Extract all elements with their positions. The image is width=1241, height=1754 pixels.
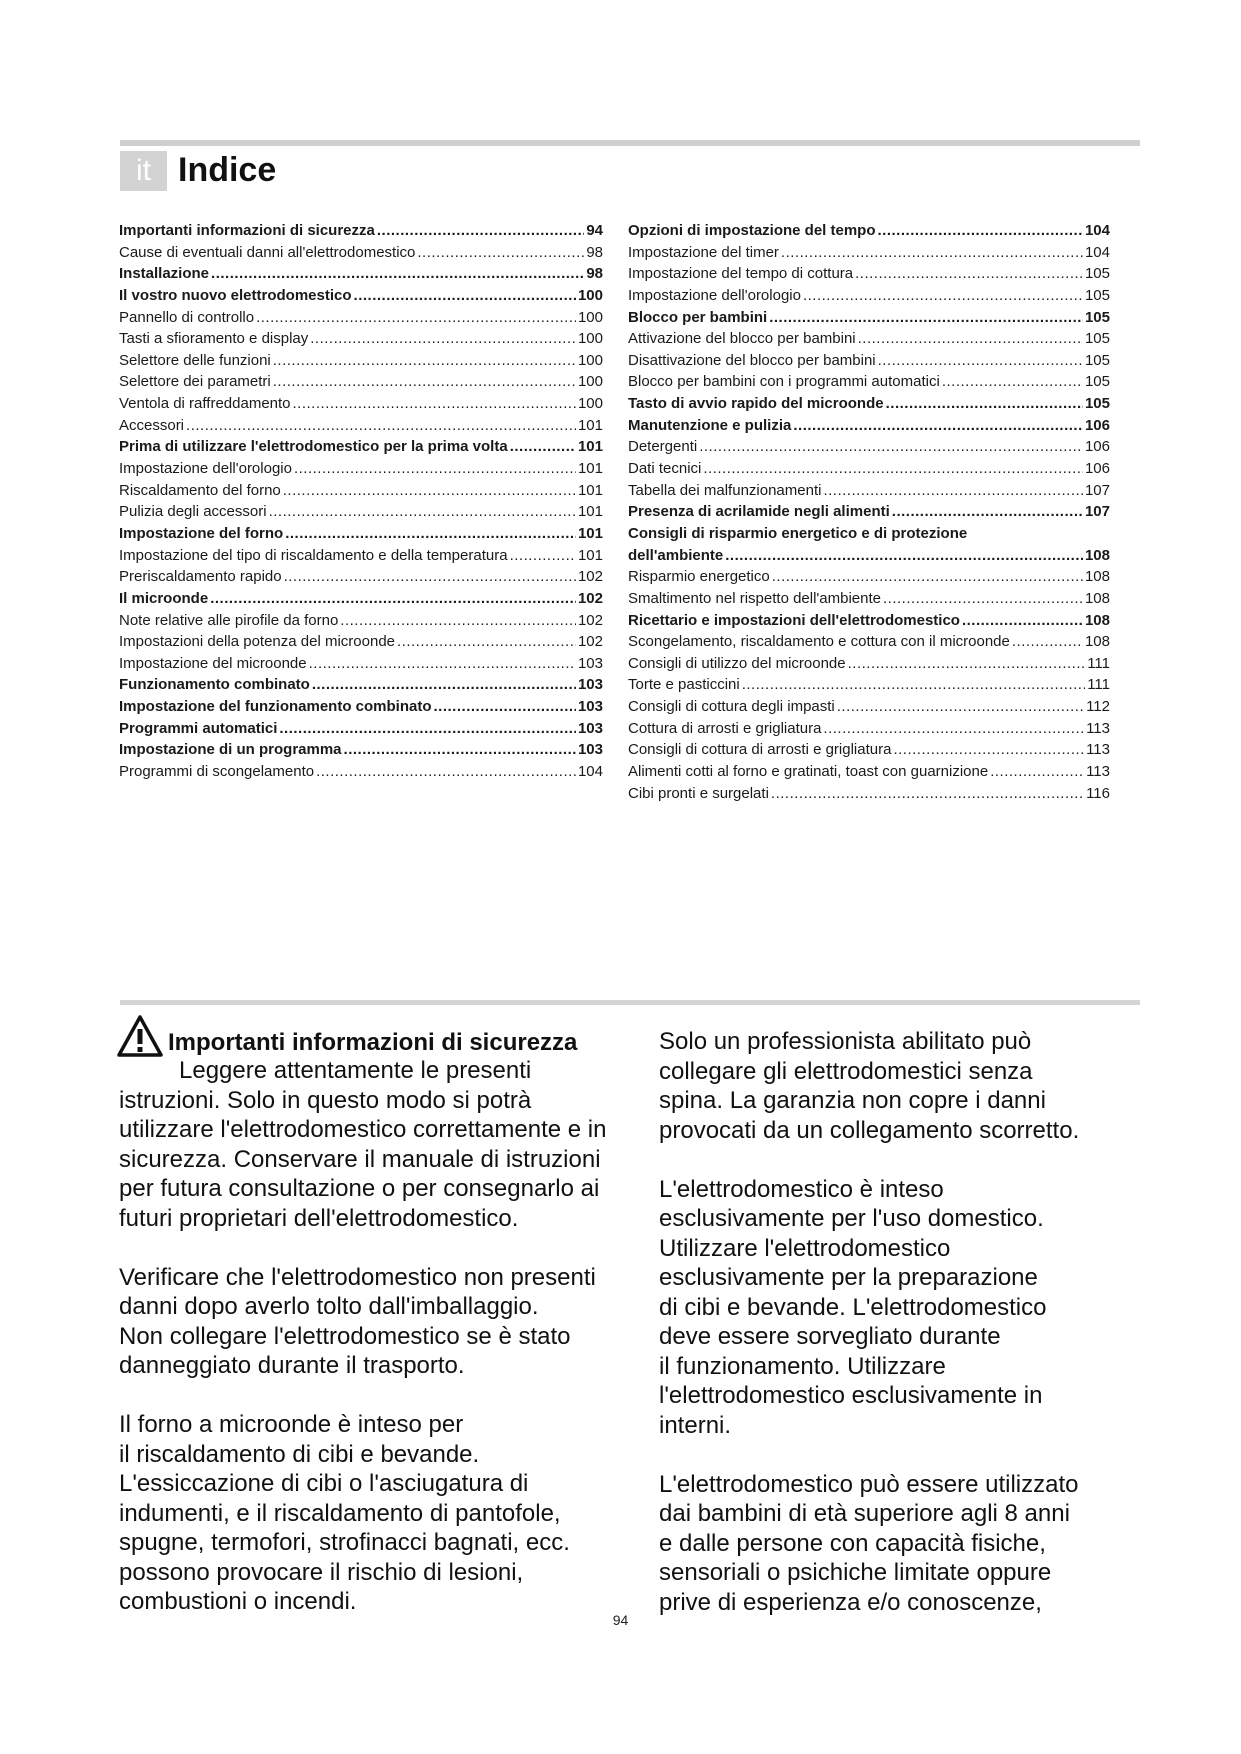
toc-entry-page: 103	[577, 719, 603, 737]
toc-entry	[119, 285, 603, 307]
toc-dot-leader	[848, 653, 1086, 675]
toc-entry-title: Installazione	[119, 265, 210, 283]
toc-entry	[628, 783, 1110, 805]
toc-entry-page: 104	[577, 763, 603, 781]
toc-entry	[628, 350, 1110, 372]
toc-dot-leader	[293, 393, 576, 415]
toc-dot-leader	[417, 242, 584, 264]
toc-entry-page: 108	[1084, 568, 1110, 586]
toc-entry	[628, 523, 1110, 545]
safety-left-column	[119, 1056, 639, 1646]
toc-entry-title: Impostazione del tipo di riscaldamento e della temperatura	[119, 546, 508, 564]
toc-entry-title: Preriscaldamento rapido	[119, 568, 282, 586]
toc-entry-page: 100	[577, 330, 603, 348]
toc-entry-title: Blocco per bambini con i programmi automatici	[628, 373, 940, 391]
toc-entry-page: 105	[1084, 330, 1110, 348]
toc-dot-leader	[273, 371, 576, 393]
toc-dot-leader	[742, 674, 1085, 696]
toc-dot-leader	[310, 328, 576, 350]
toc-entry-title: Programmi automatici	[119, 719, 278, 737]
toc-entry-title: Presenza di acrilamide negli alimenti	[628, 503, 890, 521]
toc-entry-page: 101	[577, 524, 603, 542]
toc-entry-page: 104	[1084, 222, 1110, 239]
toc-entry-title: Impostazione dell'orologio	[119, 460, 292, 478]
toc-dot-leader	[781, 242, 1083, 264]
toc-entry-page: 105	[1084, 373, 1110, 391]
toc-entry	[119, 242, 603, 264]
toc-entry-title: Cibi pronti e surgelati	[628, 784, 769, 802]
toc-entry	[628, 588, 1110, 610]
toc-entry-title: Cause di eventuali danni all'elettrodomestico	[119, 243, 416, 261]
toc-dot-leader	[510, 545, 576, 567]
toc-entry-page: 113	[1086, 741, 1110, 759]
toc-entry-title: Funzionamento combinato	[119, 676, 310, 694]
toc-entry-title: Impostazione del tempo di cottura	[628, 265, 854, 283]
toc-dot-leader	[316, 761, 576, 783]
toc-entry	[119, 328, 603, 350]
toc-entry-page: 102	[577, 568, 603, 586]
toc-entry	[628, 545, 1110, 567]
toc-entry-page: 100	[577, 373, 603, 391]
toc-entry-page: 113	[1086, 719, 1110, 737]
toc-entry-title: Riscaldamento del forno	[119, 481, 281, 499]
toc-dot-leader	[186, 415, 576, 437]
toc-entry-page: 111	[1087, 654, 1110, 672]
toc-dot-leader	[962, 610, 1083, 632]
toc-entry-title: Impostazioni della potenza del microonde	[119, 633, 395, 651]
toc-dot-leader	[397, 631, 576, 653]
toc-entry-page: 101	[577, 546, 603, 564]
toc-entry-title: Tabella dei malfunzionamenti	[628, 481, 822, 499]
toc-entry-page: 100	[577, 395, 603, 413]
toc-dot-leader	[837, 696, 1084, 718]
toc-entry-page: 113	[1086, 763, 1110, 781]
toc-dot-leader	[273, 350, 576, 372]
toc-entry	[628, 610, 1110, 632]
toc-entry	[119, 674, 603, 696]
toc-entry-title: Consigli di utilizzo del microonde	[628, 654, 846, 672]
toc-entry	[119, 718, 603, 740]
toc-dot-leader	[893, 739, 1084, 761]
toc-entry-title: Consigli di cottura di arrosti e grigliatura	[628, 741, 892, 759]
safety-paragraph: Solo un professionista abilitato può collegare gli elettrodomestici senza spina. La garanzia non copre i danni provocati da un collegamento scorretto.	[659, 1028, 1080, 1144]
toc-entry-title: Opzioni di impostazione del tempo	[628, 222, 876, 239]
toc-entry-title: Cottura di arrosti e grigliatura	[628, 719, 822, 737]
toc-entry-title: Blocco per bambini	[628, 308, 768, 326]
toc-entry	[628, 566, 1110, 588]
toc-entry-title: Impostazione di un programma	[119, 741, 342, 759]
toc-entry-title: Disattivazione del blocco per bambini	[628, 351, 876, 369]
toc-dot-leader	[772, 566, 1083, 588]
toc-dot-leader	[771, 783, 1084, 805]
toc-entry-title: Detergenti	[628, 438, 698, 456]
toc-dot-leader	[344, 739, 576, 761]
toc-entry	[119, 588, 603, 610]
toc-entry	[628, 220, 1110, 242]
toc-dot-leader	[354, 285, 576, 307]
toc-entry-title: Tasto di avvio rapido del microonde	[628, 395, 884, 413]
toc-entry-page: 101	[577, 438, 603, 456]
toc-entry-title: Programmi di scongelamento	[119, 763, 315, 781]
toc-dot-leader	[942, 371, 1083, 393]
toc-dot-leader	[285, 523, 576, 545]
toc-entry-page: 98	[586, 265, 603, 283]
toc-dot-leader	[858, 328, 1083, 350]
toc-entry	[628, 761, 1110, 783]
toc-entry-page: 103	[577, 676, 603, 694]
toc-entry-page: 101	[577, 416, 603, 434]
toc-entry-title: Consigli di cottura degli impasti	[628, 698, 835, 716]
toc-dot-leader	[256, 307, 576, 329]
toc-dot-leader	[312, 674, 576, 696]
toc-entry	[119, 350, 603, 372]
safety-paragraph: Leggere attentamente le presenti istruzioni. Solo in questo modo si potrà utilizzare l'elettrodomestico correttamente e in sicurezza. Conservare il manuale di istruzioni per futura consultazione o per consegnarlo ai futuri proprietari dell'elettrodomestico.	[119, 1057, 607, 1232]
toc-entry-page: 108	[1084, 589, 1110, 607]
toc-entry-page: 107	[1084, 503, 1110, 521]
toc-dot-leader	[269, 501, 576, 523]
toc-entry-page: 100	[577, 351, 603, 369]
toc-entry-title: Ventola di raffreddamento	[119, 395, 291, 413]
toc-entry-title: Alimenti cotti al forno e gratinati, toast con guarnizione	[628, 763, 989, 781]
toc-entry-page: 102	[577, 611, 603, 629]
toc-entry-page: 103	[577, 741, 603, 759]
toc-entry-title: Impostazione dell'orologio	[628, 286, 801, 304]
toc-entry-page: 107	[1084, 481, 1110, 499]
toc-entry	[119, 653, 603, 675]
toc-dot-leader	[284, 566, 576, 588]
toc-entry-page: 98	[586, 243, 603, 261]
toc-entry-page: 100	[577, 286, 603, 304]
toc-dot-leader	[210, 588, 576, 610]
toc-entry-title: Selettore delle funzioni	[119, 351, 271, 369]
toc-entry-title: Tasti a sfioramento e display	[119, 330, 309, 348]
toc-entry-title: Il microonde	[119, 589, 209, 607]
toc-entry	[119, 307, 603, 329]
toc-dot-leader	[769, 307, 1083, 329]
toc-entry-page: 102	[577, 589, 603, 607]
safety-paragraph: Il forno a microonde è inteso per il riscaldamento di cibi e bevande. L'essiccazione di cibi o l'asciugatura di indumenti, e il riscaldamento di pantofole, spugne, termofori, strofinacci bagnati, ecc. possono provocare il rischio di lesioni, combustioni o incendi.	[119, 1411, 570, 1615]
toc-entry-page: 103	[577, 654, 603, 672]
page-number: 94	[612, 1612, 629, 1628]
toc-entry-title: Consigli di risparmio energetico e di protezione	[628, 524, 968, 542]
toc-entry-page: 102	[577, 633, 603, 651]
toc-entry	[119, 696, 603, 718]
toc-entry	[628, 480, 1110, 502]
toc-entry	[119, 436, 603, 458]
toc-dot-leader	[725, 545, 1083, 567]
toc-entry	[119, 501, 603, 523]
toc-entry	[119, 761, 603, 783]
toc-entry-page: 101	[577, 503, 603, 521]
warning-triangle-icon	[116, 1014, 164, 1058]
toc-entry-page: 111	[1087, 676, 1110, 694]
toc-entry	[628, 739, 1110, 761]
toc-entry-title: Attivazione del blocco per bambini	[628, 330, 856, 348]
safety-paragraph: Verificare che l'elettrodomestico non presenti danni dopo averlo tolto dall'imballaggio. Non collegare l'elettrodomestico se è stato danneggiato durante il trasporto.	[119, 1263, 596, 1379]
toc-dot-leader	[990, 761, 1084, 783]
toc-dot-leader	[878, 220, 1083, 242]
toc-dot-leader	[803, 285, 1083, 307]
toc-entry-page: 105	[1084, 308, 1110, 326]
toc-entry-title: Risparmio energetico	[628, 568, 770, 586]
toc-entry	[628, 328, 1110, 350]
toc-dot-leader	[211, 263, 584, 285]
toc-entry-title: Accessori	[119, 416, 185, 434]
toc-dot-leader	[434, 696, 576, 718]
toc-entry	[628, 653, 1110, 675]
toc-dot-leader	[878, 350, 1083, 372]
toc-dot-leader	[294, 458, 576, 480]
toc-entry	[628, 674, 1110, 696]
toc-entry-title: Selettore dei parametri	[119, 373, 271, 391]
toc-entry-page: 94	[586, 222, 603, 239]
toc-entry	[628, 501, 1110, 523]
toc-entry	[628, 285, 1110, 307]
safety-paragraph: L'elettrodomestico può essere utilizzato dai bambini di età superiore agli 8 anni e dalle persone con capacità fisiche, sensoriali o psichiche limitate oppure prive di esperienza e/o conoscenze,	[659, 1470, 1079, 1616]
toc-entry	[119, 415, 603, 437]
page-title: Indice	[178, 151, 277, 189]
toc-dot-leader	[510, 436, 576, 458]
toc-entry-page: 108	[1084, 611, 1110, 629]
toc-dot-leader	[892, 501, 1083, 523]
header-rule	[120, 140, 1140, 146]
toc-entry	[119, 739, 603, 761]
toc-entry-page: 100	[577, 308, 603, 326]
toc-entry-page: 103	[577, 698, 603, 716]
toc-dot-leader	[340, 610, 576, 632]
toc-entry	[628, 263, 1110, 285]
toc-entry-page: 106	[1084, 460, 1110, 478]
toc-entry-title: Impostazione del forno	[119, 524, 284, 542]
toc-dot-leader	[855, 263, 1083, 285]
toc-entry	[628, 696, 1110, 718]
toc-dot-leader	[823, 480, 1083, 502]
toc-entry	[628, 415, 1110, 437]
toc-entry-page: 106	[1084, 416, 1110, 434]
toc-entry-page: 106	[1084, 438, 1110, 456]
toc-left-column	[119, 220, 603, 783]
toc-entry	[119, 523, 603, 545]
toc-entry-page: 101	[577, 481, 603, 499]
toc-entry	[119, 631, 603, 653]
toc-entry	[628, 242, 1110, 264]
toc-dot-leader	[377, 220, 584, 242]
section-rule	[120, 1000, 1140, 1005]
language-badge: it	[120, 151, 167, 191]
toc-dot-leader	[699, 436, 1083, 458]
toc-dot-leader	[883, 588, 1083, 610]
toc-entry	[628, 307, 1110, 329]
toc-entry	[119, 371, 603, 393]
toc-entry-title: Torte e pasticcini	[628, 676, 740, 694]
toc-entry-page: 101	[577, 460, 603, 478]
toc-entry	[119, 458, 603, 480]
toc-entry-page: 116	[1086, 784, 1110, 802]
toc-entry-page: 105	[1084, 265, 1110, 283]
toc-entry-page: 105	[1084, 351, 1110, 369]
toc-dot-leader	[793, 415, 1083, 437]
toc-entry-page: 105	[1084, 286, 1110, 304]
toc-entry-title: Il vostro nuovo elettrodomestico	[119, 286, 352, 304]
toc-entry	[119, 610, 603, 632]
toc-entry-title: Dati tecnici	[628, 460, 702, 478]
toc-dot-leader	[283, 480, 576, 502]
toc-entry-title: Impostazione del microonde	[119, 654, 307, 672]
toc-entry	[119, 393, 603, 415]
toc-entry	[628, 458, 1110, 480]
toc-entry-title: Note relative alle pirofile da forno	[119, 611, 339, 629]
toc-entry-title: Impostazione del timer	[628, 243, 779, 261]
toc-entry	[119, 566, 603, 588]
toc-entry	[119, 545, 603, 567]
safety-heading: Importanti informazioni di sicurezza	[168, 1029, 578, 1056]
toc-entry	[119, 263, 603, 285]
toc-dot-leader	[886, 393, 1083, 415]
toc-entry-title: Scongelamento, riscaldamento e cottura con il microonde	[628, 633, 1010, 651]
toc-dot-leader	[279, 718, 576, 740]
toc-entry-page: 105	[1084, 395, 1110, 413]
toc-entry-title: Pulizia degli accessori	[119, 503, 267, 521]
toc-dot-leader	[703, 458, 1083, 480]
safety-paragraph: L'elettrodomestico è inteso esclusivamente per l'uso domestico. Utilizzare l'elettrodomestico esclusivamente per la preparazione di cibi e bevande. L'elettrodomestico deve essere sorvegliato durante il funzionamento. Utilizzare l'elettrodomestico esclusivamente in interni.	[659, 1175, 1047, 1439]
toc-dot-leader	[1012, 631, 1083, 653]
toc-entry-title: Importanti informazioni di sicurezza	[119, 222, 375, 239]
toc-entry-title: Impostazione del funzionamento combinato	[119, 698, 432, 716]
toc-entry-page: 108	[1084, 546, 1110, 564]
toc-entry	[628, 393, 1110, 415]
toc-entry-title: Pannello di controllo	[119, 308, 255, 326]
toc-entry	[628, 631, 1110, 653]
toc-entry	[119, 480, 603, 502]
toc-entry-title: Smaltimento nel rispetto dell'ambiente	[628, 589, 881, 607]
toc-entry	[119, 220, 603, 242]
toc-entry	[628, 371, 1110, 393]
toc-entry	[628, 436, 1110, 458]
safety-right-column	[659, 1027, 1129, 1647]
toc-entry-title: Prima di utilizzare l'elettrodomestico per la prima volta	[119, 438, 508, 456]
toc-right-column	[628, 220, 1110, 804]
toc-dot-leader	[823, 718, 1084, 740]
toc-entry-page: 112	[1086, 698, 1110, 716]
toc-entry-title: Ricettario e impostazioni dell'elettrodomestico	[628, 611, 960, 629]
toc-entry	[628, 718, 1110, 740]
toc-entry-title: Manutenzione e pulizia	[628, 416, 792, 434]
toc-entry-title: dell'ambiente	[628, 546, 724, 564]
toc-entry-page: 108	[1084, 633, 1110, 651]
toc-entry-page: 104	[1084, 243, 1110, 261]
toc-dot-leader	[309, 653, 576, 675]
